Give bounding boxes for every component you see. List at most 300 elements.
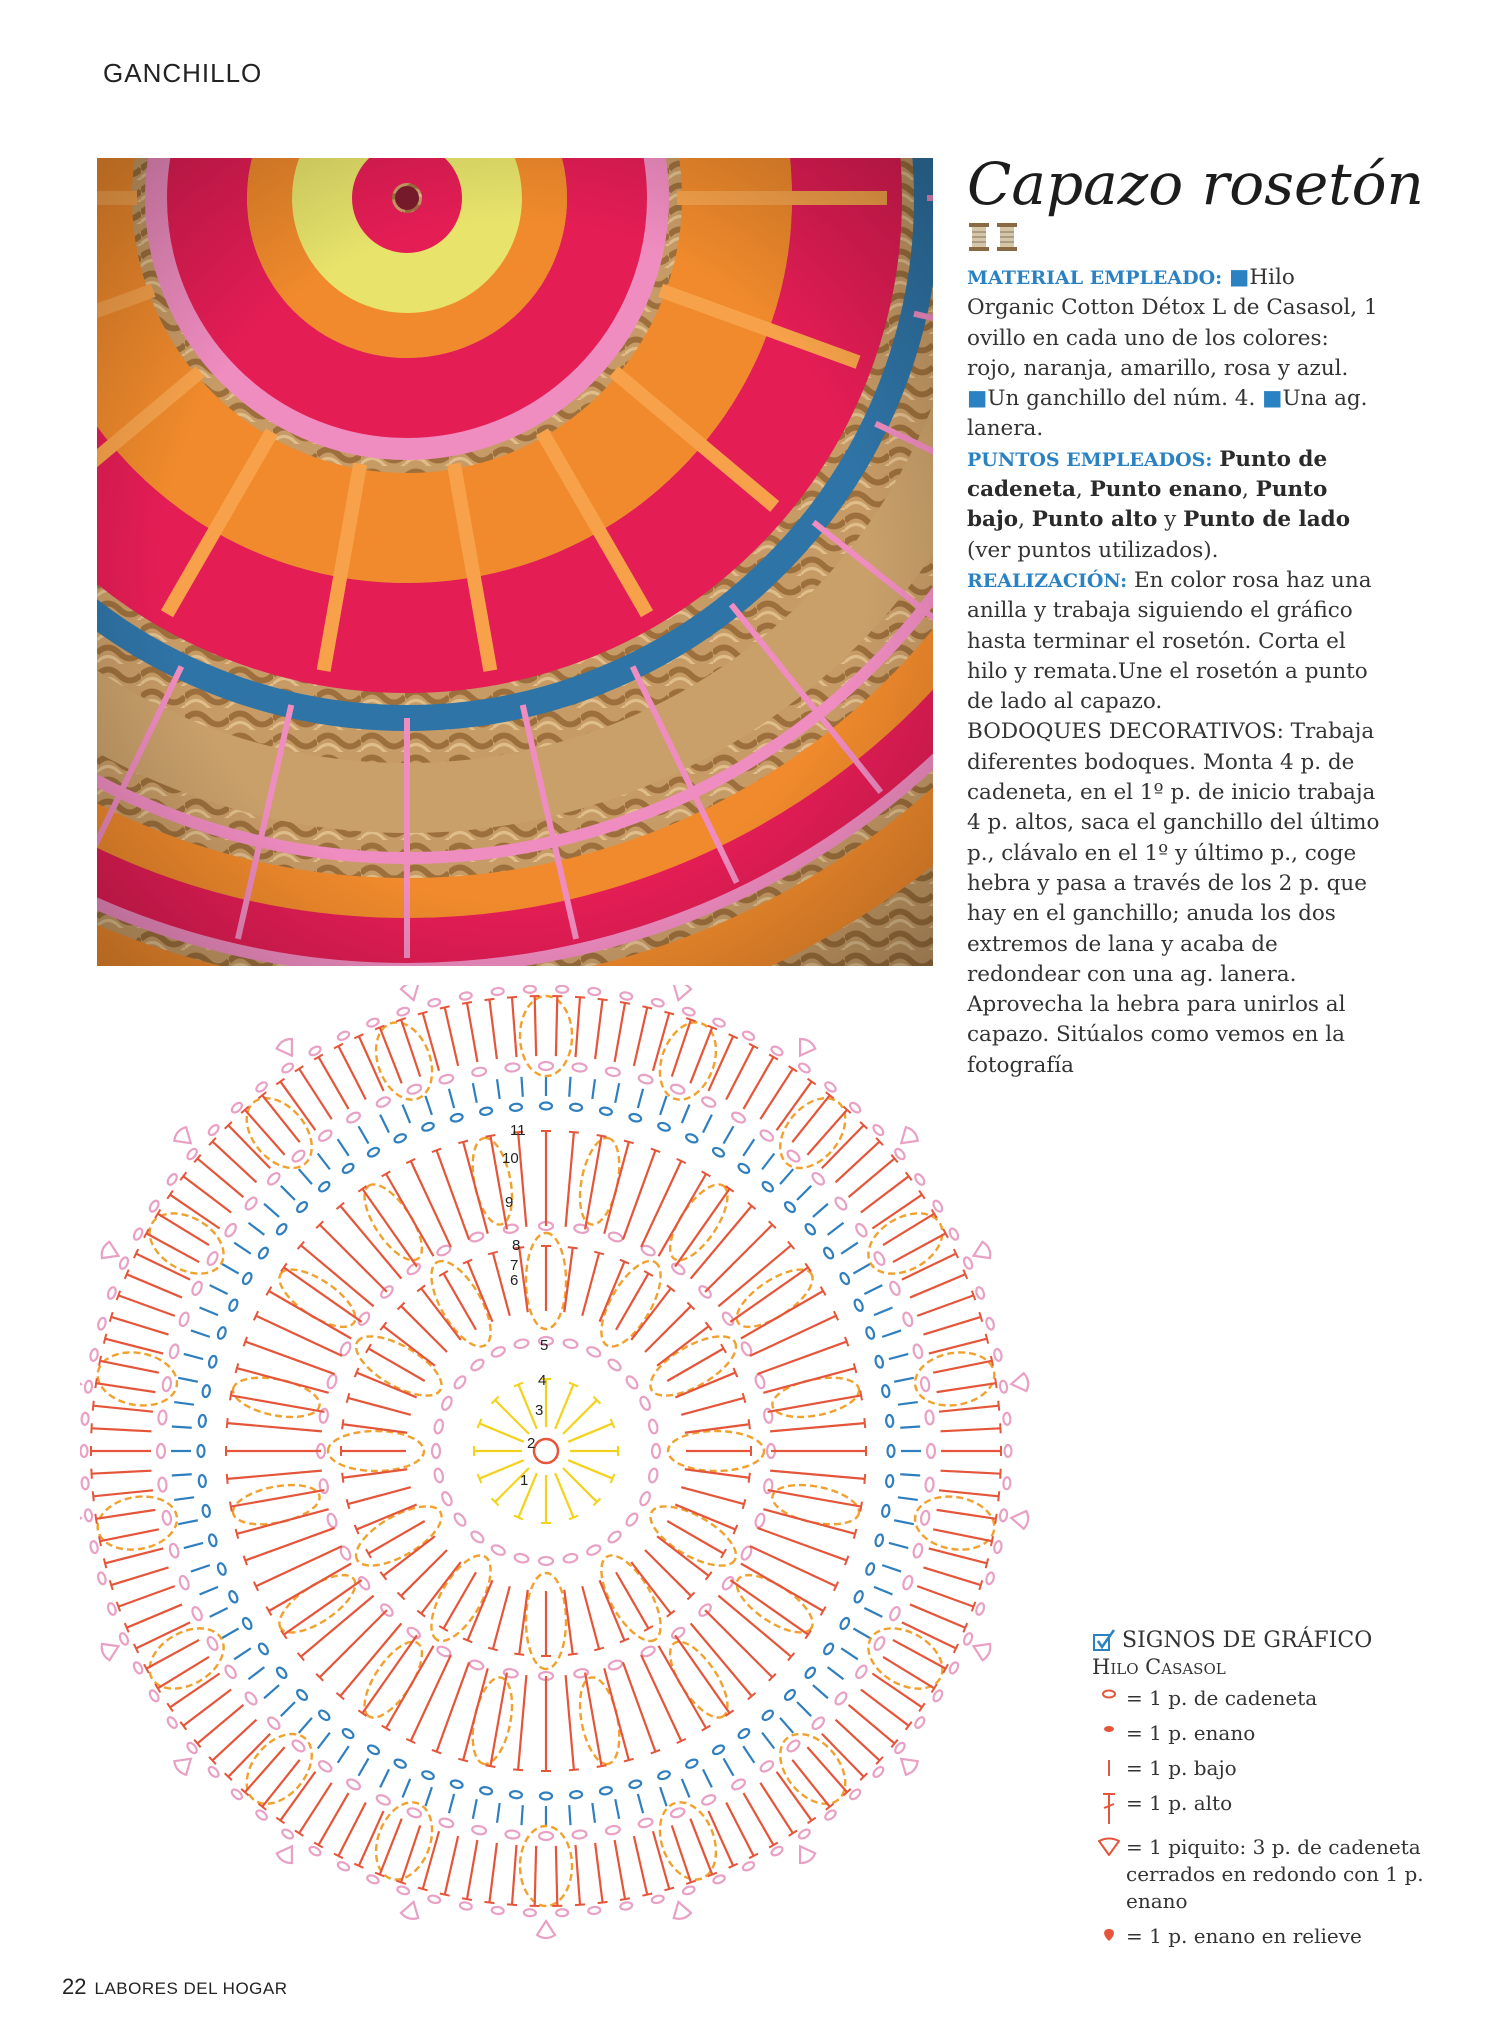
stitch-mark: [898, 1497, 918, 1500]
stitch-mark: [489, 1843, 496, 1903]
stitch-mark: [675, 1635, 729, 1713]
stitch-bar: [986, 1334, 988, 1344]
raised-slip-stitch-icon: [1100, 1925, 1118, 1943]
chain-mark: [514, 1338, 529, 1349]
stitch-mark: [248, 1667, 264, 1679]
stitch-mark: [685, 1469, 749, 1477]
chain-mark: [888, 1606, 901, 1622]
stitch-mark: [221, 1629, 238, 1639]
chain-mark: [822, 1642, 835, 1656]
stitch-bar: [598, 1902, 608, 1903]
page-footer: [62, 1974, 288, 2000]
chain-mark: [428, 998, 441, 1008]
stitch-mark: [380, 1027, 402, 1083]
chain-mark: [406, 1807, 422, 1819]
stitch-mark: [703, 1115, 712, 1133]
stitch-mark: [604, 1668, 629, 1760]
stitch-bar: [864, 1474, 865, 1484]
stitch-mark: [563, 1468, 597, 1502]
stitch-mark: [660, 1787, 666, 1806]
stitch-bar: [620, 1002, 630, 1004]
chain-mark: [670, 1083, 686, 1095]
chain-mark: [540, 1793, 552, 1800]
chain-mark: [162, 1377, 172, 1392]
chain-mark: [651, 1894, 664, 1904]
chain-mark: [881, 1385, 890, 1398]
chain-mark: [198, 1475, 206, 1488]
chain-mark: [874, 1534, 884, 1547]
chain-mark: [853, 1298, 864, 1312]
chain-mark: [629, 1779, 642, 1789]
stitch-mark: [200, 1587, 218, 1595]
chain-mark: [1005, 1445, 1012, 1457]
picot-mark: [80, 1373, 82, 1393]
chain-mark: [341, 1162, 355, 1175]
stitch-mark: [468, 1262, 493, 1322]
chain-mark: [948, 1227, 960, 1241]
bullet: ■: [967, 386, 988, 412]
chain-mark: [912, 1543, 923, 1559]
stitch-bar: [620, 1898, 630, 1900]
chain-mark: [657, 1121, 671, 1132]
chain-mark: [266, 1715, 282, 1731]
chain-mark: [375, 1793, 391, 1806]
stitch-mark: [386, 1174, 434, 1256]
legend-text: = 1 p. enano en relieve: [1126, 1924, 1362, 1948]
stitch-mark: [841, 1648, 858, 1659]
stitch-mark: [568, 1460, 612, 1478]
chain-mark: [993, 1540, 1002, 1553]
chain-mark: [326, 1374, 338, 1390]
chain-mark: [572, 1830, 587, 1839]
checkbox-icon: [1092, 1629, 1116, 1653]
chain-mark: [833, 1691, 848, 1707]
stitch-mark: [489, 1000, 496, 1060]
round-number: 5: [540, 1337, 549, 1354]
chain-mark: [783, 1200, 796, 1213]
chain-mark: [865, 1562, 876, 1576]
stitch-bar: [110, 1580, 113, 1590]
stitch-mark: [170, 1195, 220, 1229]
chain-mark: [207, 1123, 220, 1136]
stitch-mark: [744, 1057, 774, 1109]
stitch-bar: [440, 1006, 450, 1008]
chain-mark: [439, 1073, 455, 1084]
chain-mark: [510, 1791, 523, 1799]
stitch-mark: [380, 1115, 389, 1133]
chain-mark: [629, 1113, 642, 1123]
chain-mark: [620, 1901, 633, 1910]
stitch-mark: [362, 1189, 416, 1267]
petal-mark: [728, 1564, 821, 1643]
chain-mark: [367, 1146, 381, 1158]
stitch-mark: [690, 1819, 712, 1875]
stitch-mark: [493, 1253, 510, 1316]
stitch-mark: [380, 1769, 389, 1787]
stitch-mark: [519, 1590, 527, 1654]
chain-mark: [317, 1180, 331, 1193]
stitch-mark: [615, 1799, 619, 1819]
stitch-mark: [359, 1036, 384, 1091]
chain-stitch-icon: [1100, 1687, 1118, 1701]
chain-mark: [742, 1860, 756, 1872]
petal-mark: [858, 1201, 953, 1286]
crochet-basket-photo: [97, 158, 933, 966]
stitch-bar: [664, 1888, 674, 1891]
chain-mark: [433, 1419, 444, 1434]
stitch-mark: [359, 1811, 384, 1866]
petal-mark: [911, 1346, 999, 1411]
stitch-mark: [299, 1783, 332, 1833]
chain-mark: [367, 1744, 381, 1756]
chain-mark: [786, 1149, 802, 1164]
stitch-mark: [184, 1543, 203, 1548]
stitch-mark: [348, 1398, 411, 1415]
stitch-mark: [105, 1548, 163, 1563]
stitch-mark: [569, 1077, 570, 1097]
stitch-bar: [854, 1529, 857, 1539]
chain-mark: [326, 1513, 338, 1529]
chain-mark: [345, 1777, 361, 1791]
stitch-mark: [338, 1802, 365, 1855]
chain-mark: [701, 1793, 717, 1806]
stitch-bar: [624, 1759, 634, 1762]
bullet: ■: [1229, 265, 1250, 290]
stitch-mark: [726, 1046, 753, 1099]
picot-mark: [1010, 1509, 1029, 1529]
stitch-mark: [889, 1543, 908, 1548]
stitch-mark: [158, 1657, 209, 1688]
stitch-bar: [514, 1654, 524, 1655]
chain-mark: [539, 1832, 553, 1840]
article-title: Capazo rosetón: [967, 150, 1424, 218]
chain-mark: [421, 1121, 435, 1132]
stitch-mark: [939, 1406, 999, 1412]
stitch-bar: [864, 1418, 865, 1428]
chain-mark: [505, 1830, 520, 1839]
stitch-bar: [919, 1703, 925, 1711]
stitch-mark: [555, 1384, 573, 1428]
stitch-mark: [234, 1648, 251, 1659]
stitch-bar: [979, 1312, 982, 1322]
crochet-chart: [80, 985, 1090, 1995]
chain-mark: [925, 1410, 934, 1425]
legend-text: = 1 piquito: 3 p. de cadeneta cerrados en redondo con 1 p. enano: [1126, 1835, 1424, 1913]
chain-mark: [737, 1162, 751, 1175]
chain-mark: [701, 1095, 717, 1108]
petal-mark: [728, 1259, 821, 1338]
stitch-mark: [910, 1604, 965, 1627]
chain-mark: [223, 1222, 238, 1238]
chain-mark: [207, 1765, 220, 1778]
chain-mark: [97, 1572, 107, 1585]
round-number: 4: [538, 1372, 547, 1389]
stitch-mark: [615, 1840, 625, 1899]
chain-mark: [469, 1358, 485, 1373]
stitch-mark: [281, 1186, 295, 1200]
stitch-mark: [900, 1426, 920, 1427]
stitch-mark: [357, 1373, 417, 1398]
chain-mark: [118, 1632, 129, 1646]
stitch-bar: [507, 997, 517, 998]
stitch-mark: [760, 1069, 793, 1119]
stitch-bar: [569, 1769, 579, 1770]
petal-mark: [271, 1259, 364, 1338]
chain-mark: [524, 986, 536, 993]
stitch-mark: [730, 1580, 808, 1634]
stitch-mark: [521, 1805, 522, 1825]
chain-mark: [428, 1894, 441, 1904]
stitch-mark: [299, 1169, 312, 1184]
stitch-bar: [230, 1391, 232, 1401]
stitch-mark: [535, 996, 536, 1056]
picot-mark: [172, 1125, 197, 1150]
stitch-mark: [672, 1825, 691, 1882]
chain-mark: [255, 1809, 269, 1822]
stitch-mark: [269, 1564, 351, 1612]
chain-mark: [157, 1444, 165, 1458]
stitch-bar: [575, 997, 585, 998]
stitch-bar: [462, 1898, 472, 1900]
chain-mark: [198, 1415, 206, 1428]
stitch-mark: [682, 1779, 690, 1797]
stitch-mark: [100, 1529, 159, 1541]
puntos-paragraph: PUNTOS EMPLEADOS: Punto de cadeneta, Punto enano, Punto bajo, Punto alto y Punto de lado (ver puntos utilizados).: [967, 446, 1351, 563]
stitch-bar: [104, 1558, 106, 1568]
chain-mark: [824, 1809, 838, 1822]
stitch-mark: [569, 1805, 570, 1825]
chain-mark: [854, 1222, 869, 1238]
stitch-mark: [320, 1225, 387, 1292]
chain-mark: [638, 1073, 654, 1084]
stitch-mark: [797, 1702, 811, 1716]
stitch-mark: [357, 1505, 417, 1530]
chain-mark: [570, 1791, 583, 1799]
picot-mark: [275, 1036, 299, 1060]
chain-mark: [888, 1445, 895, 1457]
stitch-bar: [664, 1012, 674, 1015]
stitch-mark: [319, 1793, 349, 1845]
chain-mark: [839, 1617, 851, 1631]
chain-mark: [865, 1326, 876, 1340]
stitch-mark: [705, 1610, 772, 1677]
stitch-mark: [929, 1339, 987, 1354]
chain-mark: [607, 1530, 623, 1545]
stitch-mark: [191, 1330, 210, 1336]
stitch-mark: [338, 1746, 349, 1763]
chain-mark: [202, 1385, 211, 1398]
stitch-mark: [730, 1267, 808, 1321]
chain-mark: [985, 1572, 995, 1585]
stitch-mark: [582, 1253, 599, 1316]
stitch-bar: [743, 1393, 746, 1403]
stitch-mark: [744, 1793, 774, 1845]
stitch-mark: [853, 1629, 870, 1639]
stitch-mark: [864, 1285, 882, 1294]
chain-mark: [999, 1509, 1008, 1522]
stitch-name: Punto de cadeneta: [967, 446, 1328, 503]
stitch-mark: [463, 1142, 488, 1234]
spool-icon: [996, 222, 1018, 252]
stitch-mark: [653, 1831, 669, 1889]
chain-mark: [605, 1067, 620, 1077]
chain-mark: [132, 1661, 144, 1675]
chain-mark: [872, 1123, 885, 1136]
stitch-mark: [284, 1267, 362, 1321]
stitch-mark: [493, 1586, 510, 1649]
chain-mark: [570, 1103, 583, 1111]
chain-mark: [81, 1477, 89, 1489]
picot-mark: [970, 1638, 993, 1661]
stitch-mark: [497, 1803, 500, 1823]
petal-mark: [767, 1722, 858, 1817]
stitch-mark: [479, 1423, 523, 1441]
chain-mark: [168, 1543, 179, 1559]
stitch-mark: [158, 1214, 209, 1245]
stitch-mark: [941, 1471, 1001, 1474]
puntos-note: (ver puntos utilizados).: [967, 537, 1219, 563]
stitch-mark: [445, 1836, 458, 1894]
chain-mark: [459, 1901, 472, 1910]
stitch-bar: [979, 1580, 982, 1590]
chain-mark: [216, 1562, 227, 1576]
round-number: 2: [527, 1435, 536, 1452]
chain-mark: [291, 1738, 307, 1753]
chain-mark: [206, 1250, 220, 1266]
material-item: Hilo Organic Cotton Détox L de Casasol, 1 ovillo en cada uno de los colores: rojo, naranja, amarillo, rosa y azul.: [967, 265, 1378, 381]
stitch-mark: [227, 1423, 322, 1431]
chain-mark: [472, 1825, 487, 1835]
chain-mark: [469, 1530, 485, 1545]
section-label: GANCHILLO: [103, 58, 263, 88]
stitch-bar: [860, 1502, 862, 1512]
chain-mark: [839, 1272, 851, 1286]
stitch-mark: [563, 1400, 597, 1434]
chain-mark: [670, 1807, 686, 1819]
stitch-mark: [923, 1567, 980, 1585]
stitch-bar: [99, 1356, 101, 1366]
stitch-bar: [569, 1132, 579, 1133]
stitch-mark: [92, 1471, 152, 1474]
stitch-bar: [507, 1904, 517, 1905]
stitch-mark: [708, 1036, 733, 1091]
stitch-mark: [146, 1233, 199, 1262]
stitch-mark: [703, 1769, 712, 1787]
legend-text: = 1 p. alto: [1126, 1791, 1233, 1815]
petal-mark: [767, 1086, 858, 1181]
stitch-mark: [681, 1487, 744, 1504]
stitch-mark: [592, 1079, 595, 1099]
stitch-mark: [535, 1846, 536, 1906]
stitch-bar: [749, 1419, 750, 1429]
stitch-mark: [521, 1077, 522, 1097]
chain-mark: [281, 1062, 295, 1075]
petal-mark: [234, 1722, 325, 1817]
center-ring: [534, 1439, 558, 1463]
stitch-bar: [276, 1079, 284, 1085]
material-paragraph: [967, 263, 1382, 445]
stitch-mark: [281, 1702, 295, 1716]
chain-mark: [737, 1727, 751, 1740]
stitch-mark: [595, 1000, 602, 1060]
stitch-mark: [659, 1646, 707, 1728]
stitch-name: Punto enano: [1089, 477, 1242, 503]
chain-mark: [563, 1553, 578, 1564]
chain-mark: [682, 1885, 696, 1895]
chain-mark: [730, 1111, 746, 1125]
stitch-bar: [93, 1491, 94, 1501]
stitch-mark: [111, 1567, 168, 1585]
stitch-mark: [299, 1069, 332, 1119]
stitch-mark: [248, 1223, 264, 1235]
picot-mark: [99, 1638, 122, 1661]
stitch-mark: [894, 1520, 914, 1524]
picot-mark: [1010, 1373, 1029, 1393]
chain-mark: [317, 1128, 333, 1143]
stitch-mark: [237, 1368, 329, 1393]
stitch-bar: [594, 1648, 604, 1651]
stitch-mark: [348, 1487, 411, 1504]
stitch-mark: [660, 1096, 666, 1115]
stitch-mark: [100, 1361, 159, 1373]
legend-text: = 1 p. enano: [1126, 1721, 1256, 1745]
chain-mark: [638, 1817, 654, 1828]
chain-mark: [208, 1355, 218, 1368]
chain-mark: [421, 1770, 435, 1781]
chain-mark: [881, 1504, 890, 1517]
petal-mark: [354, 1176, 433, 1269]
chain-mark: [244, 1691, 259, 1707]
chain-mark: [759, 1759, 775, 1774]
stitch-bar: [597, 1135, 607, 1137]
chain-mark: [586, 1543, 602, 1556]
stitch-mark: [894, 1378, 914, 1382]
stitch-bar: [488, 1648, 498, 1651]
chain-mark: [505, 1063, 520, 1072]
stitch-bar: [598, 999, 608, 1000]
picot-mark: [99, 1241, 122, 1264]
stitch-mark: [473, 1799, 477, 1819]
realizacion-text: En color rosa haz una anilla y trabaja siguiendo el gráfico hasta terminar el rosetón. Corta el hilo y remata.Une el rosetón a punto de lado al capazo.: [967, 567, 1372, 715]
chain-mark: [178, 1311, 190, 1327]
chain-mark: [81, 1413, 89, 1425]
legend-item: [1092, 1834, 1472, 1915]
chain-mark: [480, 1107, 493, 1116]
stitch-mark: [828, 1223, 844, 1235]
stitch-name: Punto bajo: [967, 477, 1328, 533]
petal-mark: [520, 996, 572, 1076]
stitch-mark: [917, 1295, 973, 1316]
chain-mark: [712, 1017, 726, 1028]
chain-mark: [872, 1635, 886, 1651]
stitch-mark: [762, 1153, 774, 1169]
stitch-bar: [513, 1769, 523, 1770]
stitch-mark: [576, 997, 580, 1057]
petal-mark: [911, 1491, 999, 1556]
picot-mark: [793, 1842, 817, 1866]
chain-mark: [281, 1828, 295, 1841]
chain-mark: [440, 1395, 453, 1411]
stitch-mark: [172, 1426, 192, 1427]
stitch-mark: [675, 1189, 729, 1267]
stitch-bar: [347, 1499, 350, 1509]
stitch-mark: [518, 1132, 526, 1227]
chain-mark: [118, 1256, 129, 1270]
chain-mark: [291, 1149, 307, 1164]
stitch-bar: [998, 1491, 999, 1501]
chain-mark: [920, 1510, 930, 1525]
stitch-mark: [592, 1803, 595, 1823]
